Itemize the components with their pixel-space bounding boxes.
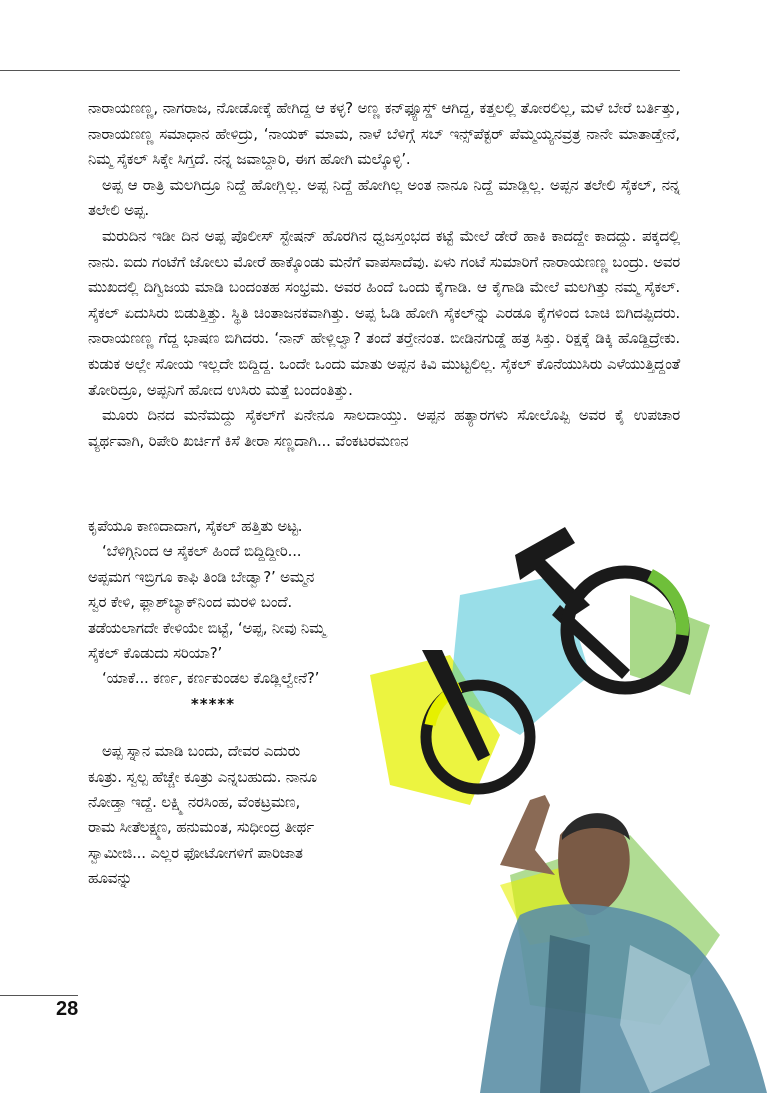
header-rule <box>0 70 680 71</box>
story-paragraph: ‘ಯಾಕೆ... ಕರ್ಣ, ಕರ್ಣಕುಂಡಲ ಕೊಡ್ಲಿಲ್ವೇನೆ?’ <box>102 669 320 688</box>
story-paragraph: ‘ಬೆಳಿಗ್ಗಿನಿಂದ ಆ ಸೈಕಲ್ ಹಿಂದೆ ಬಿದ್ದಿದ್ದೀರಿ... ಅಪ್ಪಮಗ ಇಬ್ರಿಗೂ ಕಾಫಿ ತಿಂಡಿ ಬೇಡ್ವಾ?’ ಅಮ್ಮನ ಸ್ವರ ಕೇಳಿ, ಫ್ಲಾಶ್‌ಬ್ಯಾಕ್‌ನಿಂದ ಮರಳಿ ಬಂದೆ. ತಡೆಯಲಾಗದೇ ಕೇಳಿಯೇ ಬಿಟ್ಟೆ, ‘ಅಪ್ಪ, ನೀವು ನಿಮ್ಮ ಸೈಕಲ್ ಕೊಡುದು ಸರಿಯಾ?’ <box>88 542 326 663</box>
page-number: 28 <box>56 998 79 1020</box>
story-paragraph: ಮರುದಿನ ಇಡೀ ದಿನ ಅಪ್ಪ ಪೊಲೀಸ್ ಸ್ಟೇಷನ್ ಹೊರಗಿನ ಧ್ವಜಸ್ತಂಭದ ಕಟ್ಟೆ ಮೇಲೆ ಡೇರೆ ಹಾಕಿ ಕಾದದ್ದೇ ಕಾದದ್ದು. ಪಕ್ಕದಲ್ಲಿ ನಾನು. ಐದು ಗಂಟೆಗೆ ಜೋಲು ಮೋರೆ ಹಾಕ್ಕೊಂಡು ಮನೆಗೆ ವಾಪಸಾದೆವು. ಏಳು ಗಂಟೆ ಸುಮಾರಿಗೆ ನಾರಾಯಣಣ್ಣ ಬಂದ್ರು. ಅವರ ಮುಖದಲ್ಲಿ ದಿಗ್ವಿಜಯ ಮಾಡಿ ಬಂದಂತಹ ಸಂಭ್ರಮ. ಅವರ ಹಿಂದೆ ಒಂದು ಕೈಗಾಡಿ. ಆ ಕೈಗಾಡಿ ಮೇಲೆ ಮಲಗಿತ್ತು ನಮ್ಮ ಸೈಕಲ್. ಸೈಕಲ್ ಏದುಸಿರು ಬಿಡುತ್ತಿತ್ತು. ಸ್ಥಿತಿ ಚಿಂತಾಜನಕವಾಗಿತ್ತು. ಅಪ್ಪ ಓಡಿ ಹೋಗಿ ಸೈಕಲ್‌ನ್ನು ಎರಡೂ ಕೈಗಳಿಂದ ಬಾಚಿ ಬಿಗಿದಪ್ಪಿದರು. ನಾರಾಯಣಣ್ಣ ಗೆದ್ದ ಭಾಷಣ ಬಿಗಿದರು. ‘ನಾನ್ ಹೇಳ್ಲಿಲ್ವಾ? ತಂದೆ ತರ್‍ತೇನಂತ. ಬೀಡಿನಗುಡ್ಡೆ ಹತ್ರ ಸಿಕ್ತು. ರಿಕ್ಷಕ್ಕೆ ಡಿಕ್ಕಿ ಹೊಡ್ದಿದ್ರೇಕು. ಕುಡುಕ ಅಲ್ಲೇ ಸೋಯ ಇಲ್ಲದೇ ಬಿದ್ದಿದ್ದ. ಒಂದೇ ಒಂದು ಮಾತು ಅಪ್ಪನ ಕಿವಿ ಮುಟ್ಟಲಿಲ್ಲ. ಸೈಕಲ್ ಕೊನೆಯುಸಿರು ಎಳೆಯುತ್ತಿದ್ದಂತೆ ತೋರಿದ್ರೂ, ಅಪ್ಪನಿಗೆ ಹೋದ ಉಸಿರು ಮತ್ತೆ ಬಂದಂತಿತ್ತು. <box>88 226 680 399</box>
man-with-bicycle-illustration <box>330 505 767 1093</box>
section-separator: ***** <box>190 694 236 713</box>
footer-rule <box>0 995 78 996</box>
story-paragraph: ಅಪ್ಪ ಆ ರಾತ್ರಿ ಮಲಗಿದ್ರೂ ನಿದ್ದೆ ಹೋಗ್ಲಿಲ್ಲ. ಅಪ್ಪ ನಿದ್ದೆ ಹೋಗಿಲ್ಲ ಅಂತ ನಾನೂ ನಿದ್ದೆ ಮಾಡ್ಲಿಲ್ಲ. ಅಪ್ಪನ ತಲೇಲಿ ಸೈಕಲ್, ನನ್ನ ತಲೇಲಿ ಅಪ್ಪ. <box>88 175 680 220</box>
story-paragraph: ಕೃಪೆಯೂ ಕಾಣದಾದಾಗ, ಸೈಕಲ್ ಹತ್ತಿತು ಅಟ್ಟ. <box>88 517 303 535</box>
story-full-width <box>88 96 680 454</box>
story-column <box>88 514 328 892</box>
story-paragraph: ಮೂರು ದಿನದ ಮನೆಮದ್ದು ಸೈಕಲ್‌ಗೆ ಏನೇನೂ ಸಾಲದಾಯ್ತು. ಅಪ್ಪನ ಹತ್ಯಾರಗಳು ಸೋಲೊಪ್ಪಿ ಅವರ ಕೈ ಉಪಚಾರ ವ್ಯರ್ಥವಾಗಿ, ರಿಪೇರಿ ಖರ್ಚಿಗೆ ಕಿಸೆ ತೀರಾ ಸಣ್ಣದಾಗಿ... ವೆಂಕಟರಮಣನ <box>88 406 680 450</box>
story-paragraph: ಅಪ್ಪ ಸ್ನಾನ ಮಾಡಿ ಬಂದು, ದೇವರ ಎದುರು ಕೂತ್ರು. ಸ್ವಲ್ಪ ಹೆಚ್ಚೇ ಕೂತ್ರು ಎನ್ನಬಹುದು. ನಾನೂ ನೋಡ್ತಾ ಇದ್ದೆ. ಲಕ್ಷ್ಮಿ ನರಸಿಂಹ, ವೆಂಕಟ್ರಮಣ, ರಾಮ ಸೀತೆಲಕ್ಷ್ಮಣ, ಹನುಮಂತ, ಸುಧೀಂದ್ರ ತೀರ್ಥ ಸ್ವಾಮೀಜಿ... ಎಲ್ಲರ ಫೋಟೋಗಳಿಗೆ ಪಾರಿಜಾತ ಹೂವನ್ನು <box>88 742 317 888</box>
story-paragraph: ನಾರಾಯಣಣ್ಣ, ನಾಗರಾಜ, ನೋಡೋಕ್ಕೆ ಹೇಗಿದ್ದ ಆ ಕಳ್ಳ? ಅಣ್ಣ ಕನ್‌ಫ್ಯೂಸ್ಡ್ ಆಗಿದ್ದ, ಕತ್ತಲಲ್ಲಿ ತೋರಲಿಲ್ಲ, ಮಳೆ ಬೇರೆ ಬರ್ತಿತ್ತು, ನಾರಾಯಣಣ್ಣ ಸಮಾಧಾನ ಹೇಳಿದ್ರು, ‘ನಾಯಕ್ ಮಾಮ, ನಾಳೆ ಬೆಳಿಗ್ಗೆ ಸಬ್ ಇನ್ಸ್‌ಪೆಕ್ಟರ್ ಪೆಮ್ಮಯ್ಯನವ್ರತ್ರ ನಾನೇ ಮಾತಾಡ್ತೇನೆ, ನಿಮ್ಮ ಸೈಕಲ್ ಸಿಕ್ಕೇ ಸಿಗ್ತದೆ. ನನ್ನ ಜವಾಬ್ದಾರಿ, ಈಗ ಹೋಗಿ ಮಲ್ಕೊಳ್ಳಿ’. <box>88 99 680 169</box>
